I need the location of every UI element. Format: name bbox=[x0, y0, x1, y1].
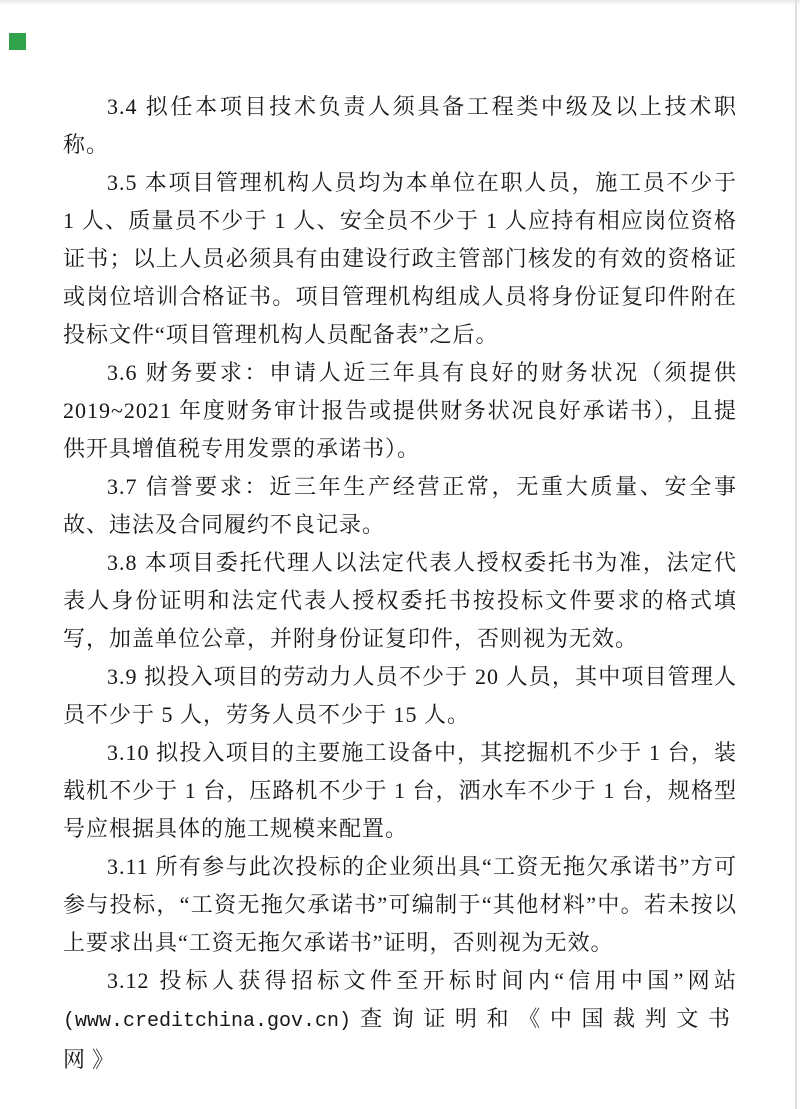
paragraph-3-4: 3.4 拟任本项目技术负责人须具备工程类中级及以上技术职称。 bbox=[63, 94, 737, 157]
paragraph-3-11: 3.11 所有参与此次投标的企业须出具“工资无拖欠承诺书”方可参与投标，“工资无拖欠承诺书”可编制于“其他材料”中。若未按以上要求出具“工资无拖欠承诺书”证明，否则视为无效。 bbox=[63, 854, 737, 955]
document-content bbox=[63, 88, 737, 1079]
paragraph-3-10: 3.10 拟投入项目的主要施工设备中，其挖掘机不少于 1 台，装载机不少于 1 台，压路机不少于 1 台，洒水车不少于 1 台，规格型号应根据具体的施工规模来配置。 bbox=[63, 740, 737, 841]
paragraph-3-8: 3.8 本项目委托代理人以法定代表人授权委托书为准，法定代表人身份证明和法定代表人授权委托书按投标文件要求的格式填写，加盖单位公章，并附身份证复印件，否则视为无效。 bbox=[63, 550, 737, 651]
paragraph-3-7: 3.7 信誉要求：近三年生产经营正常，无重大质量、安全事故、违法及合同履约不良记录。 bbox=[63, 474, 737, 537]
paragraph-3-12-lead-text: 3.12 投标人获得招标文件至开标时间内“信用中国”网站 bbox=[107, 968, 737, 993]
green-square-marker bbox=[9, 33, 26, 50]
paragraph-3-12 bbox=[63, 962, 737, 1079]
credit-china-url-text: (www.creditchina.gov.cn) bbox=[63, 1010, 352, 1033]
paragraph-3-12-trailing-text: 查询证明和《中国裁判文书网》 bbox=[63, 1006, 737, 1072]
page-top-edge bbox=[0, 0, 800, 6]
paragraph-3-5: 3.5 本项目管理机构人员均为本单位在职人员，施工员不少于 1 人、质量员不少于 1 人、安全员不少于 1 人应持有相应岗位资格证书；以上人员必须具有由建设行政主管部门核发的有效的资格证或岗位培训合格证书。项目管理机构组成人员将身份证复印件附在投标文件“项目管理机构人员配备表”之后。 bbox=[63, 170, 737, 347]
page-right-edge-line bbox=[795, 0, 797, 1109]
paragraph-3-6: 3.6 财务要求：申请人近三年具有良好的财务状况（须提供 2019~2021 年度财务审计报告或提供财务状况良好承诺书），且提供开具增值税专用发票的承诺书）。 bbox=[63, 360, 737, 461]
paragraph-3-9: 3.9 拟投入项目的劳动力人员不少于 20 人员，其中项目管理人员不少于 5 人，劳务人员不少于 15 人。 bbox=[63, 664, 737, 727]
